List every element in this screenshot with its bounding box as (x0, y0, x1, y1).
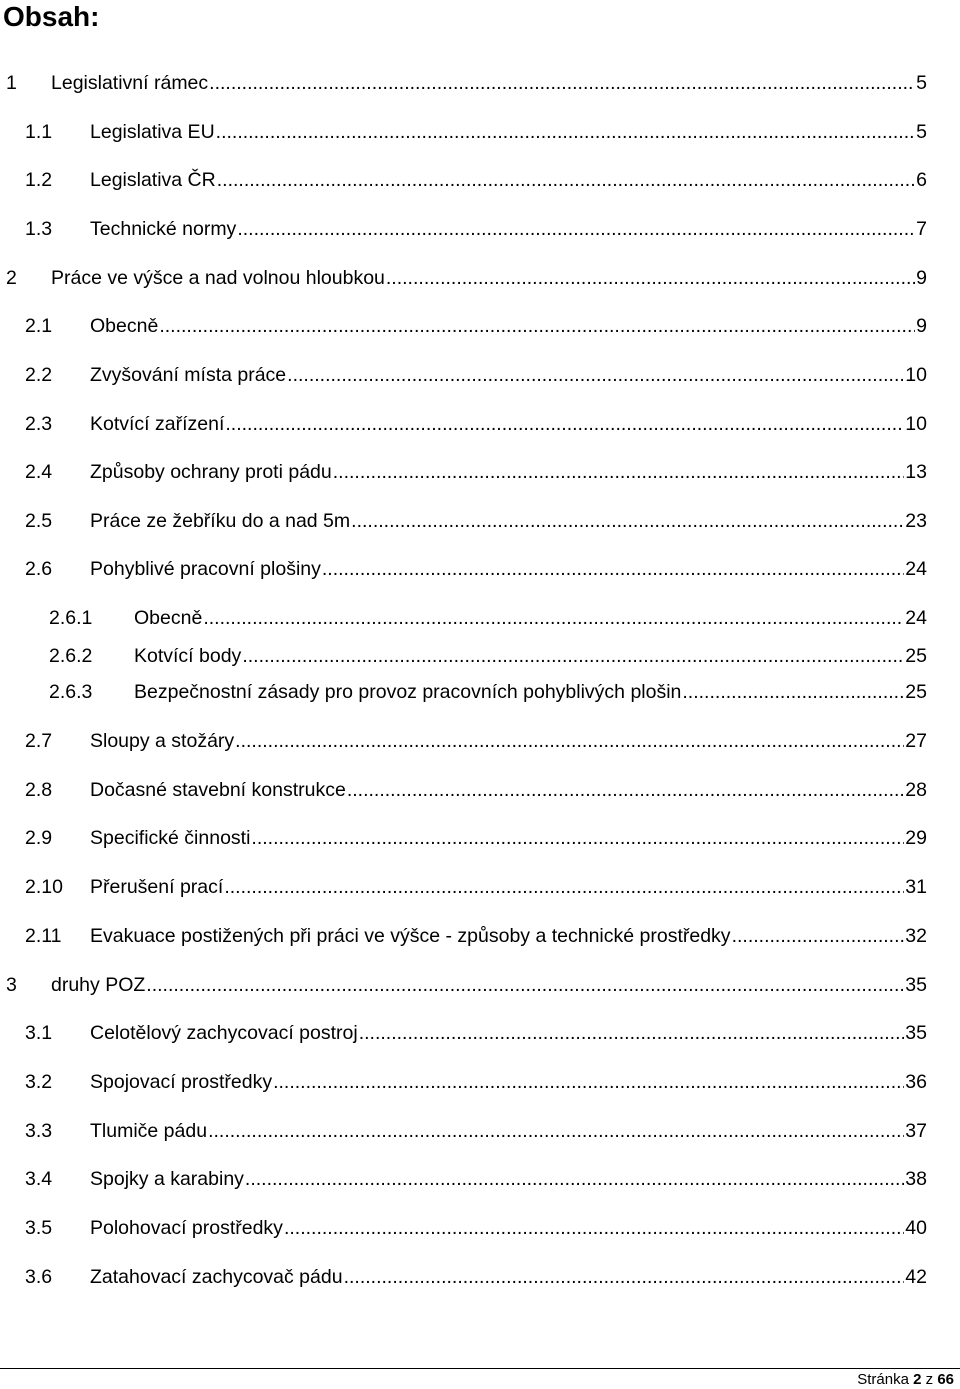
toc-dot-leader (216, 119, 915, 145)
toc-entry-page: 37 (905, 1120, 927, 1142)
toc-entry-title: Legislativa ČR (90, 169, 216, 191)
toc-entry[interactable] (25, 1166, 927, 1192)
toc-entry[interactable] (6, 265, 927, 291)
toc-entry-number: 1.2 (25, 169, 53, 191)
toc-entry-title: Kotvící zařízení (90, 413, 225, 435)
toc-entry-title: Dočasné stavební konstrukce (90, 779, 346, 801)
toc-entry-page: 6 (916, 169, 927, 191)
toc-entry-title: Polohovací prostředky (90, 1217, 283, 1239)
footer-divider (0, 1368, 960, 1369)
toc-entry-page: 32 (905, 925, 927, 947)
footer-of-label: z (925, 1371, 934, 1388)
toc-entry-number: 1 (6, 72, 17, 94)
toc-entry[interactable] (25, 216, 927, 242)
toc-entry-title: Kotvící body (134, 645, 242, 667)
footer-total-pages: 66 (937, 1371, 954, 1388)
toc-dot-leader (225, 411, 904, 437)
toc-entry-number: 2.6.2 (49, 645, 93, 667)
toc-entry-title: Obecně (90, 315, 159, 337)
toc-entry-title: Legislativní rámec (51, 72, 209, 94)
toc-dot-leader (237, 216, 915, 242)
toc-entry[interactable] (25, 1118, 927, 1144)
page-title: Obsah: (3, 1, 100, 32)
toc-entry-page: 36 (905, 1071, 927, 1093)
toc-entry-title: Evakuace postižených při práci ve výšce - způsoby a technické prostředky (90, 925, 731, 947)
toc-dot-leader (386, 265, 915, 291)
toc-entry-title: Spojovací prostředky (90, 1071, 273, 1093)
toc-entry-number: 2.5 (25, 510, 53, 532)
toc-dot-leader (732, 923, 905, 949)
toc-entry-number: 3 (6, 974, 17, 996)
toc-dot-leader (273, 1069, 904, 1095)
toc-entry-number: 3.4 (25, 1168, 53, 1190)
toc-entry-title: Práce ze žebříku do a nad 5m (90, 510, 351, 532)
toc-entry[interactable] (25, 556, 927, 582)
toc-entry-title: Obecně (134, 607, 203, 629)
toc-dot-leader (159, 313, 915, 339)
toc-entry-page: 29 (905, 827, 927, 849)
toc-entry-page: 24 (905, 558, 927, 580)
toc-dot-leader (208, 1118, 904, 1144)
toc-entry-page: 31 (905, 876, 927, 898)
toc-entry[interactable] (25, 1069, 927, 1095)
toc-dot-leader (344, 1264, 905, 1290)
toc-entry-number: 3.2 (25, 1071, 53, 1093)
toc-dot-leader (359, 1020, 905, 1046)
page-footer (857, 1371, 954, 1389)
toc-entry-number: 2.7 (25, 730, 53, 752)
toc-dot-leader (209, 70, 915, 96)
toc-entry[interactable] (25, 508, 927, 534)
toc-entry-page: 27 (905, 730, 927, 752)
toc-entry-title: Celotělový zachycovací postroj (90, 1022, 358, 1044)
toc-entry[interactable] (6, 70, 927, 96)
toc-entry-page: 28 (905, 779, 927, 801)
toc-entry[interactable] (49, 679, 927, 705)
toc-entry-page: 9 (916, 267, 927, 289)
toc-entry[interactable] (25, 313, 927, 339)
toc-entry[interactable] (49, 605, 927, 631)
toc-entry-number: 3.3 (25, 1120, 53, 1142)
toc-entry-page: 10 (905, 364, 927, 386)
toc-entry-title: druhy POZ (51, 974, 146, 996)
toc-entry-page: 5 (916, 72, 927, 94)
toc-entry[interactable] (49, 643, 927, 669)
toc-entry-page: 25 (905, 681, 927, 703)
toc-entry-number: 3.5 (25, 1217, 53, 1239)
toc-entry-title: Legislativa EU (90, 121, 215, 143)
toc-entry-page: 23 (905, 510, 927, 532)
toc-dot-leader (347, 777, 904, 803)
footer-current-page: 2 (913, 1371, 922, 1388)
toc-entry-number: 2.2 (25, 364, 53, 386)
toc-entry[interactable] (25, 1264, 927, 1290)
toc-entry-title: Bezpečnostní zásady pro provoz pracovních pohyblivých plošin (134, 681, 682, 703)
toc-entry-title: Zatahovací zachycovač pádu (90, 1266, 343, 1288)
toc-dot-leader (251, 825, 904, 851)
toc-entry-title: Tlumiče pádu (90, 1120, 208, 1142)
toc-entry[interactable] (25, 728, 927, 754)
toc-entry-page: 42 (905, 1266, 927, 1288)
toc-entry[interactable] (25, 362, 927, 388)
toc-dot-leader (203, 605, 904, 631)
toc-entry-page: 9 (916, 315, 927, 337)
toc-entry[interactable] (25, 119, 927, 145)
toc-entry-number: 2.3 (25, 413, 53, 435)
toc-entry[interactable] (25, 777, 927, 803)
toc-entry-number: 3.6 (25, 1266, 53, 1288)
toc-entry-title: Sloupy a stožáry (90, 730, 235, 752)
toc-entry-page: 38 (905, 1168, 927, 1190)
toc-entry-title: Specifické činnosti (90, 827, 251, 849)
toc-entry-number: 2.6.3 (49, 681, 93, 703)
toc-entry-title: Práce ve výšce a nad volnou hloubkou (51, 267, 385, 289)
toc-dot-leader (242, 643, 904, 669)
toc-dot-leader (333, 459, 905, 485)
toc-dot-leader (217, 167, 915, 193)
toc-entry-number: 1.1 (25, 121, 53, 143)
toc-entry-title: Přerušení prací (90, 876, 224, 898)
toc-entry-page: 24 (905, 607, 927, 629)
toc-entry-number: 2.10 (25, 876, 63, 898)
toc-entry-number: 2.1 (25, 315, 53, 337)
toc-dot-leader (235, 728, 904, 754)
toc-entry-page: 7 (916, 218, 927, 240)
toc-dot-leader (224, 874, 904, 900)
toc-entry-page: 13 (905, 461, 927, 483)
toc-entry-number: 1.3 (25, 218, 53, 240)
toc-entry-page: 5 (916, 121, 927, 143)
toc-dot-leader (146, 972, 904, 998)
toc-entry-page: 35 (905, 974, 927, 996)
toc-entry-page: 10 (905, 413, 927, 435)
toc-entry[interactable] (25, 825, 927, 851)
toc-entry-number: 2.6.1 (49, 607, 93, 629)
toc-entry-title: Spojky a karabiny (90, 1168, 244, 1190)
toc-entry-title: Zvyšování místa práce (90, 364, 287, 386)
toc-entry-page: 35 (905, 1022, 927, 1044)
toc-entry[interactable] (25, 923, 927, 949)
toc-entry-number: 2.6 (25, 558, 53, 580)
toc-entry-title: Pohyblivé pracovní plošiny (90, 558, 321, 580)
toc-entry-number: 2.4 (25, 461, 53, 483)
toc-dot-leader (284, 1215, 904, 1241)
toc-entry[interactable] (25, 411, 927, 437)
toc-dot-leader (682, 679, 904, 705)
toc-dot-leader (245, 1166, 904, 1192)
toc-dot-leader (322, 556, 904, 582)
toc-entry-title: Způsoby ochrany proti pádu (90, 461, 332, 483)
toc-entry[interactable] (25, 459, 927, 485)
toc-dot-leader (287, 362, 904, 388)
toc-entry[interactable] (25, 1020, 927, 1046)
toc-entry-page: 40 (905, 1217, 927, 1239)
toc-entry-title: Technické normy (90, 218, 237, 240)
toc-entry-page: 25 (905, 645, 927, 667)
toc-entry[interactable] (25, 167, 927, 193)
toc-entry[interactable] (25, 1215, 927, 1241)
toc-entry-number: 2.9 (25, 827, 53, 849)
toc-entry-number: 2.11 (25, 925, 62, 947)
toc-entry-number: 3.1 (25, 1022, 53, 1044)
footer-page-label: Stránka (857, 1371, 909, 1388)
toc-entry[interactable] (25, 874, 927, 900)
toc-dot-leader (351, 508, 904, 534)
toc-entry-number: 2 (6, 267, 17, 289)
toc-entry[interactable] (6, 972, 927, 998)
toc-entry-number: 2.8 (25, 779, 53, 801)
